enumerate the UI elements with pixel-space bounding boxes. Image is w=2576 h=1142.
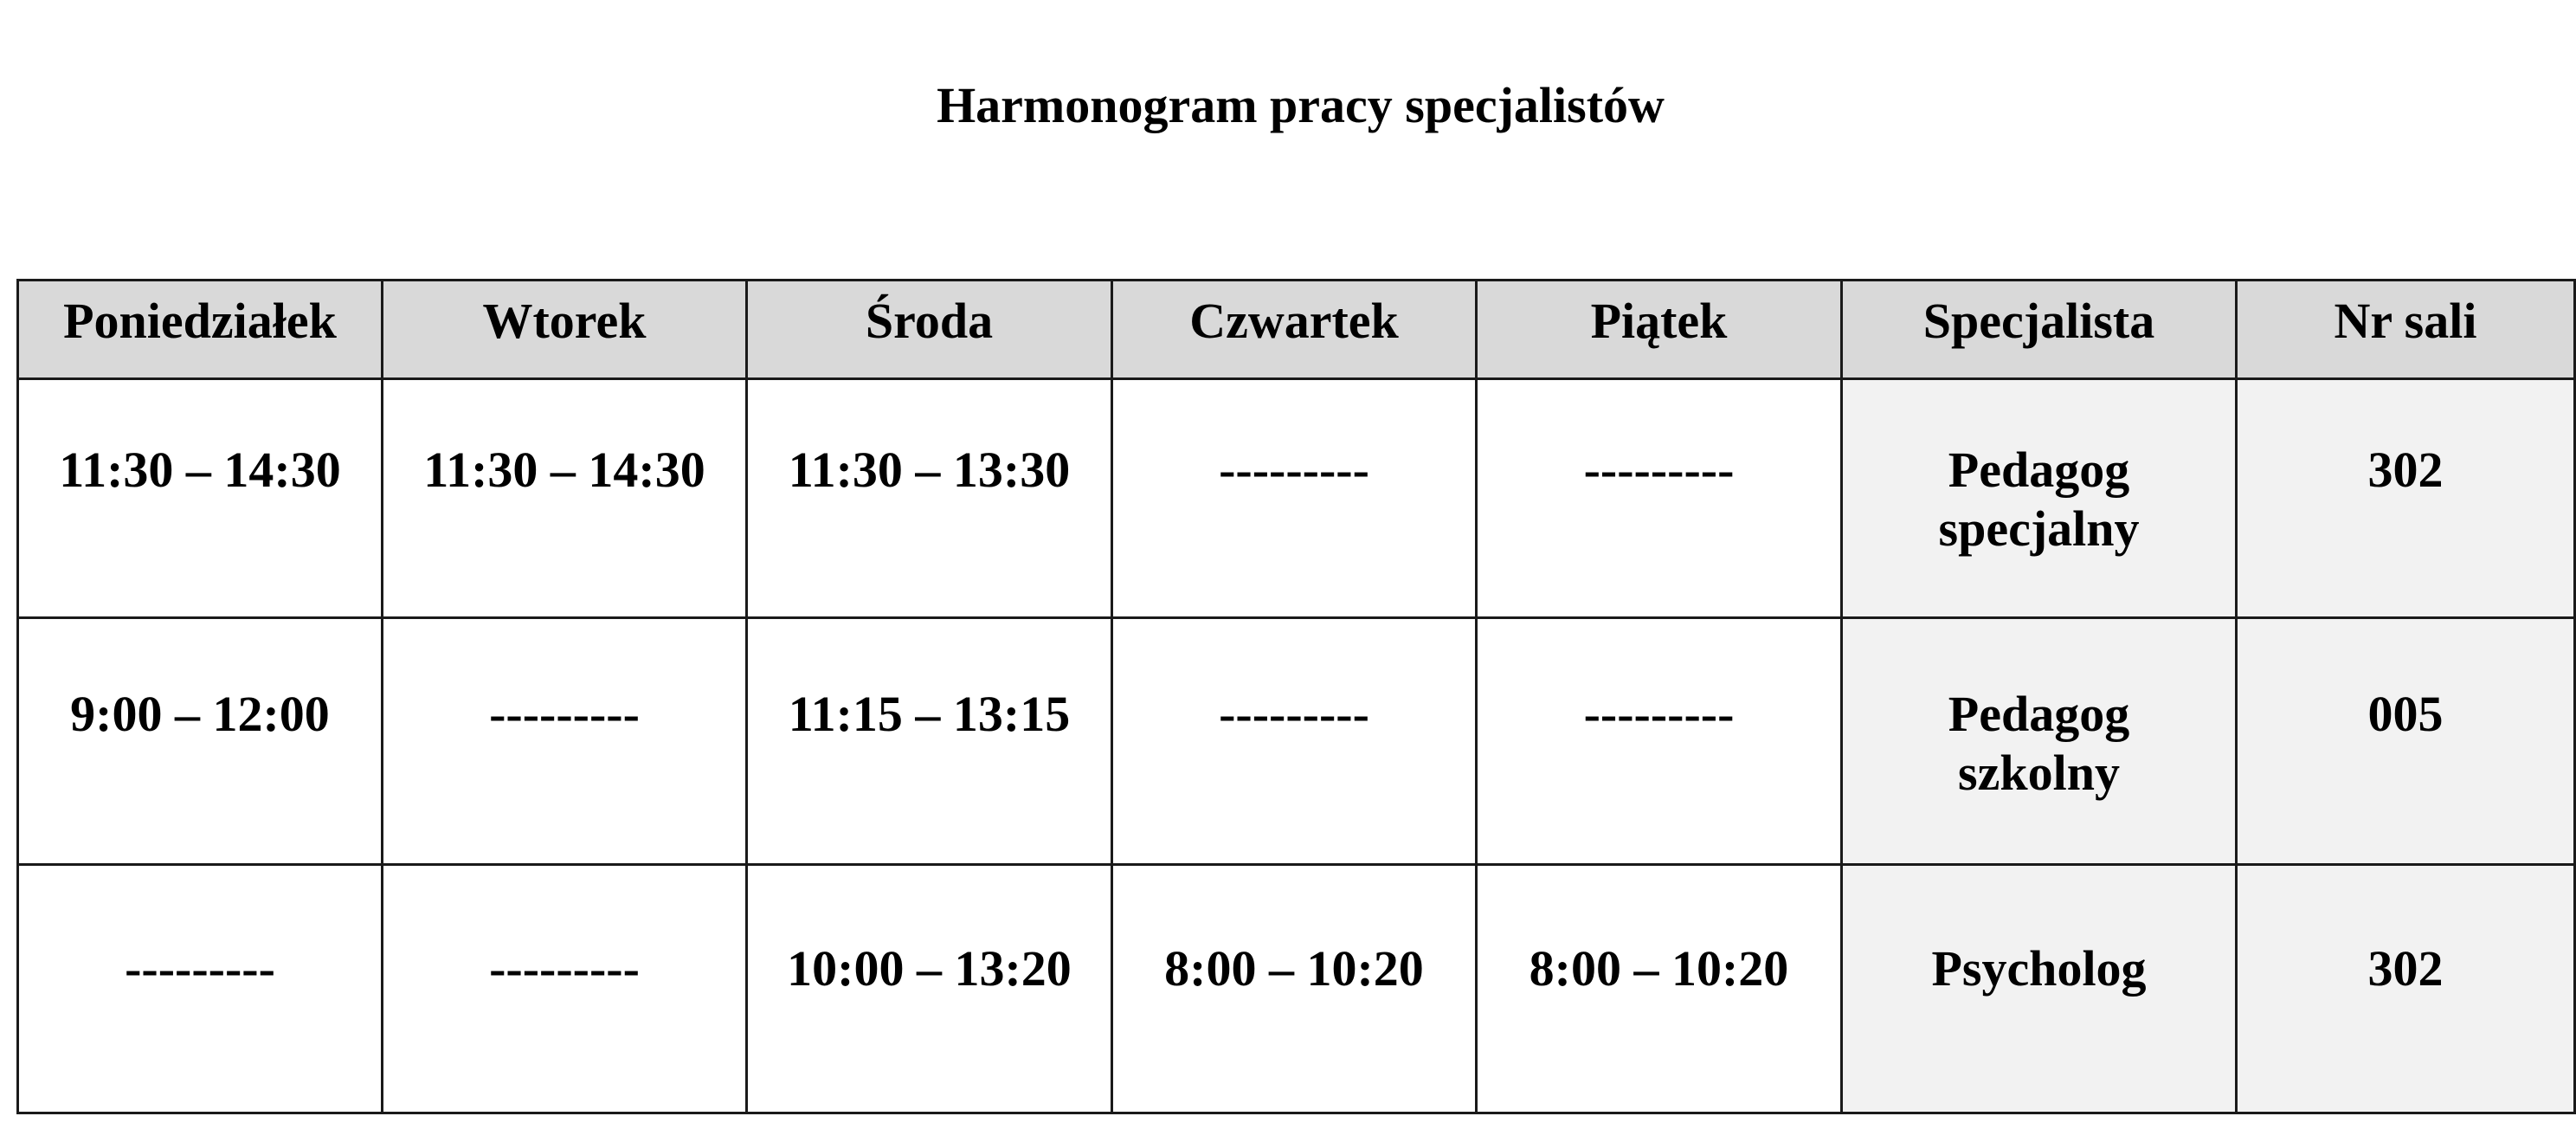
cell-room: 302 xyxy=(2237,379,2575,618)
header-wednesday: Środa xyxy=(747,281,1112,379)
header-monday: Poniedziałek xyxy=(18,281,383,379)
table-row xyxy=(18,379,2575,618)
specialist-line: Pedagog xyxy=(1948,442,2130,498)
specialist-line: Psycholog xyxy=(1931,940,2147,997)
cell-monday: 11:30 – 14:30 xyxy=(18,379,383,618)
table-header-row xyxy=(18,281,2575,379)
cell-friday: --------- xyxy=(1477,379,1842,618)
specialist-line: specjalny xyxy=(1938,500,2140,557)
page-title: Harmonogram pracy specjalistów xyxy=(937,77,1665,133)
cell-monday: --------- xyxy=(18,865,383,1113)
schedule-table xyxy=(16,279,2576,1114)
cell-tuesday: 11:30 – 14:30 xyxy=(383,379,747,618)
cell-room: 302 xyxy=(2237,865,2575,1113)
header-tuesday: Wtorek xyxy=(383,281,747,379)
cell-wednesday: 11:30 – 13:30 xyxy=(747,379,1112,618)
header-thursday: Czwartek xyxy=(1112,281,1477,379)
cell-wednesday: 10:00 – 13:20 xyxy=(747,865,1112,1113)
cell-specialist xyxy=(1842,618,2237,865)
specialist-line: Pedagog xyxy=(1948,686,2130,742)
cell-friday: 8:00 – 10:20 xyxy=(1477,865,1842,1113)
cell-thursday: 8:00 – 10:20 xyxy=(1112,865,1477,1113)
cell-wednesday: 11:15 – 13:15 xyxy=(747,618,1112,865)
header-room: Nr sali xyxy=(2237,281,2575,379)
cell-monday: 9:00 – 12:00 xyxy=(18,618,383,865)
header-friday: Piątek xyxy=(1477,281,1842,379)
table-row xyxy=(18,618,2575,865)
cell-tuesday: --------- xyxy=(383,618,747,865)
cell-tuesday: --------- xyxy=(383,865,747,1113)
cell-thursday: --------- xyxy=(1112,618,1477,865)
cell-thursday: --------- xyxy=(1112,379,1477,618)
cell-specialist xyxy=(1842,379,2237,618)
cell-room: 005 xyxy=(2237,618,2575,865)
specialist-line: szkolny xyxy=(1958,745,2120,801)
cell-specialist xyxy=(1842,865,2237,1113)
cell-friday: --------- xyxy=(1477,618,1842,865)
table-row xyxy=(18,865,2575,1113)
header-specialist: Specjalista xyxy=(1842,281,2237,379)
